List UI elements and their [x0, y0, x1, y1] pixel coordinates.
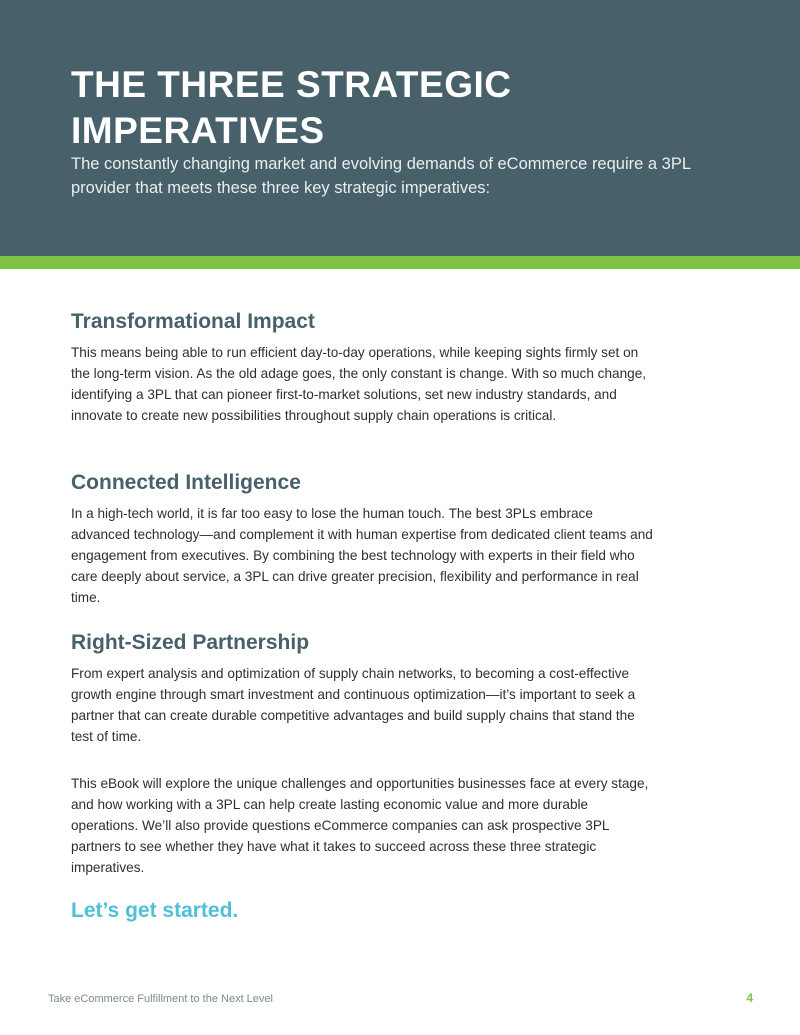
page-header-banner [0, 0, 800, 256]
footer-text: Take eCommerce Fulfillment to the Next Level [48, 993, 273, 1005]
section-body-connected-intelligence: In a high-tech world, it is far too easy to lose the human touch. The best 3PLs embrace advanced technology—and complement it with human expertise from dedicated client teams and engagement from executives. By combining the best technology with experts in their field who care deeply about service, a 3PL can drive greater precision, flexibility and performance in real time. [71, 506, 653, 605]
accent-divider [0, 256, 800, 269]
section-heading-connected-intelligence: Connected Intelligence [71, 471, 301, 494]
section-body-right-sized-partnership: From expert analysis and optimization of supply chain networks, to becoming a cost-effective growth engine through smart investment and continuous optimization—it’s important to seek a partner that can create durable competitive advantages and build supply chains that stand the test of time. [71, 666, 636, 744]
section-heading-right-sized-partnership: Right-Sized Partnership [71, 631, 310, 654]
section-heading-transformational-impact: Transformational Impact [71, 310, 315, 333]
page-subtitle: The constantly changing market and evolving demands of eCommerce require a 3PL provider that meets these three key strategic imperatives: [71, 155, 691, 197]
page-number: 4 [746, 991, 753, 1005]
call-to-action-text: Let’s get started. [71, 899, 239, 922]
page-title: THE THREE STRATEGIC IMPERATIVES [71, 64, 512, 151]
section-body-transformational-impact: This means being able to run efficient day-to-day operations, while keeping sights firmly set on the long-term vision. As the old adage goes, the only constant is change. With so much change, identifying a 3PL that can pioneer first-to-market solutions, set new industry standards, and innovate to create new possibilities throughout supply chain operations is critical. [71, 345, 647, 423]
closing-paragraph: This eBook will explore the unique challenges and opportunities businesses face at every stage, and how working with a 3PL can help create lasting economic value and more durable operations. We’ll also provide questions eCommerce companies can ask prospective 3PL partners to see whether they have what it takes to succeed across these three strategic imperatives. [71, 776, 649, 875]
